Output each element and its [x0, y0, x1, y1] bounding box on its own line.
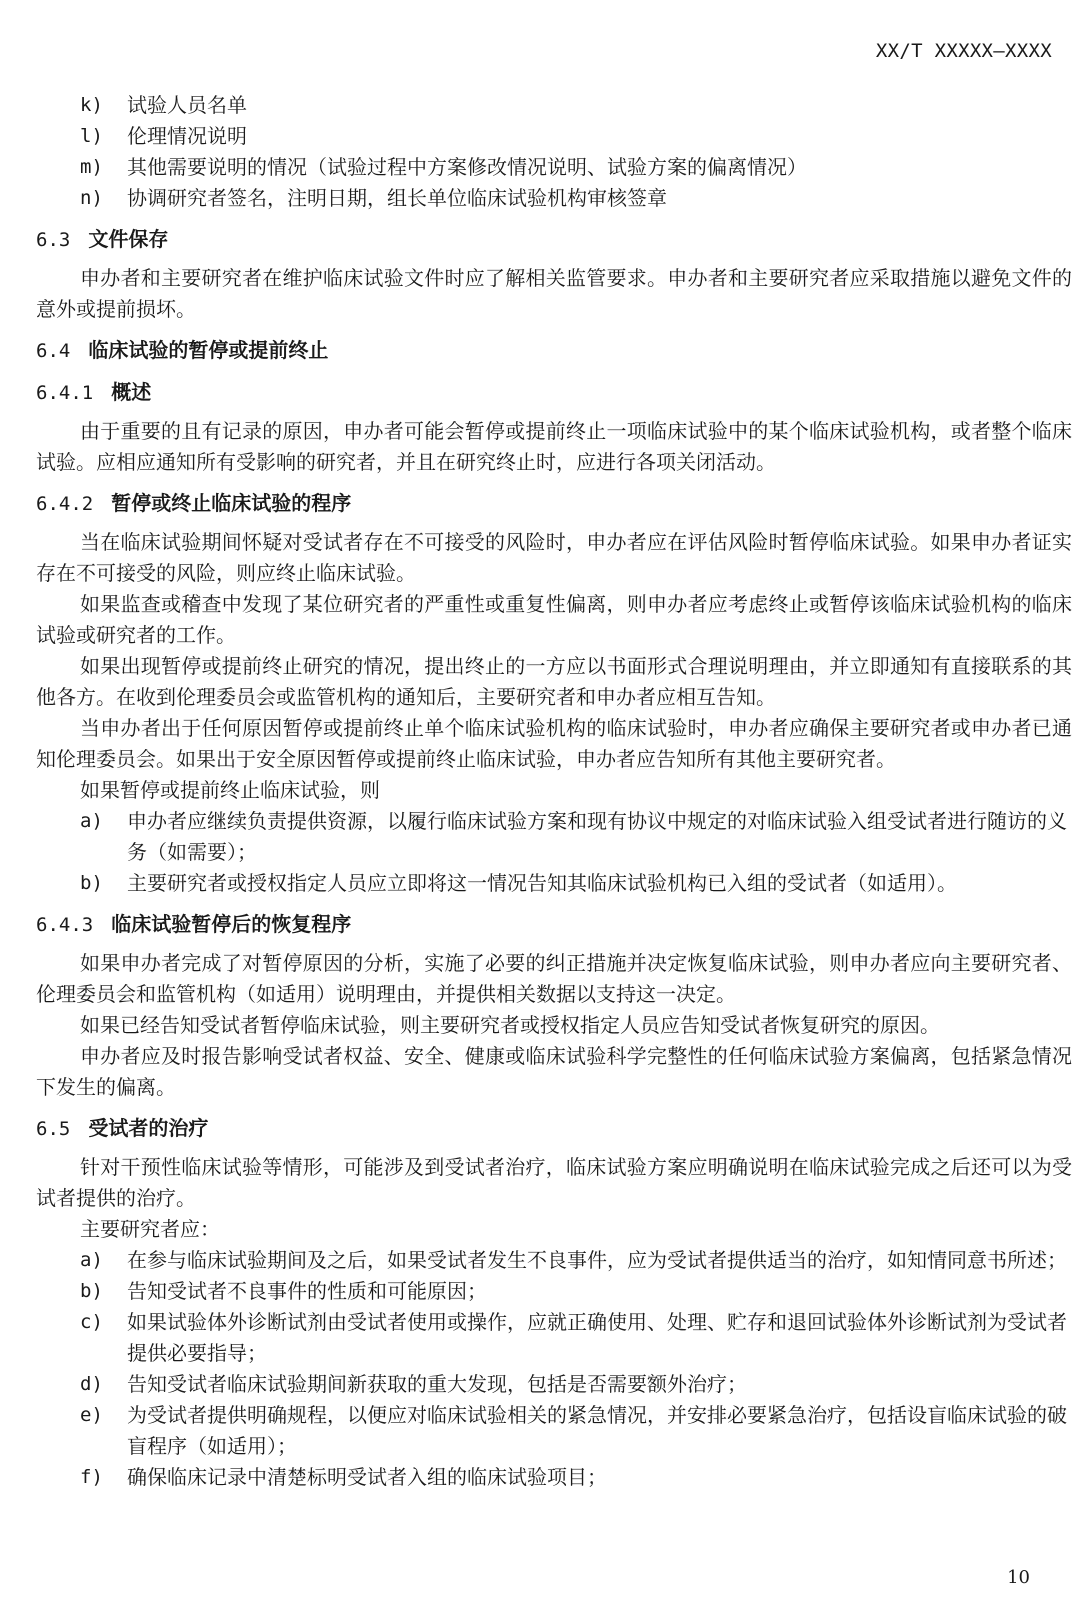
page-number: 10 [1007, 1567, 1030, 1588]
paragraph: 当在临床试验期间怀疑对受试者存在不可接受的风险时，申办者应在评估风险时暂停临床试验。如果申办者证实存在不可接受的风险，则应终止临床试验。 [36, 530, 1072, 585]
list-text: 主要研究者或授权指定人员应立即将这一情况告知其临床试验机构已入组的受试者（如适用）。 [127, 871, 957, 895]
section-heading-6-3 [36, 224, 1072, 256]
paragraph: 申办者和主要研究者在维护临床试验文件时应了解相关监管要求。申办者和主要研究者应采取措施以避免文件的意外或提前损坏。 [36, 266, 1072, 321]
section-number: 6.4 [36, 340, 71, 362]
paragraph: 如果监查或稽查中发现了某位研究者的严重性或重复性偏离，则申办者应考虑终止或暂停该临床试验机构的临床试验或研究者的工作。 [36, 592, 1072, 647]
list-text: 协调研究者签名，注明日期，组长单位临床试验机构审核签章 [127, 186, 667, 210]
section-heading-6-4 [36, 335, 1072, 367]
list-marker: f) [80, 1466, 103, 1488]
paragraph: 如果申办者完成了对暂停原因的分析，实施了必要的纠正措施并决定恢复临床试验，则申办者应向主要研究者、伦理委员会和监管机构（如适用）说明理由，并提供相关数据以支持这一决定。 [36, 951, 1072, 1006]
list-text: 伦理情况说明 [127, 124, 247, 148]
paragraph: 如果暂停或提前终止临床试验，则 [80, 778, 380, 802]
section-number: 6.4.1 [36, 382, 94, 404]
section-title: 临床试验暂停后的恢复程序 [111, 912, 352, 936]
paragraph: 如果已经告知受试者暂停临床试验，则主要研究者或授权指定人员应告知受试者恢复研究的原因。 [80, 1013, 940, 1037]
list-text: 如果试验体外诊断试剂由受试者使用或操作，应就正确使用、处理、贮存和退回试验体外诊断试剂为受试者提供必要指导； [127, 1310, 1067, 1365]
paragraph: 如果出现暂停或提前终止研究的情况，提出终止的一方应以书面形式合理说明理由，并立即通知有直接联系的其他各方。在收到伦理委员会或监管机构的通知后，主要研究者和申办者应相互告知。 [36, 654, 1072, 709]
list-marker: m) [80, 156, 103, 178]
list-marker: e) [80, 1404, 103, 1426]
list-marker: c) [80, 1311, 103, 1333]
standard-number: XX/T XXXXX—XXXX [875, 40, 1052, 62]
list-item [80, 1369, 1072, 1400]
list-text: 试验人员名单 [127, 93, 247, 117]
list-marker: a) [80, 810, 103, 832]
list-item [80, 152, 1072, 183]
list-item [80, 1462, 1072, 1493]
section-heading-6-5 [36, 1113, 1072, 1145]
list-text: 其他需要说明的情况（试验过程中方案修改情况说明、试验方案的偏离情况） [127, 155, 807, 179]
section-number: 6.4.3 [36, 914, 94, 936]
section-heading-6-4-3 [36, 909, 1072, 941]
paragraph: 主要研究者应： [80, 1217, 220, 1241]
section-heading-6-4-2 [36, 488, 1072, 520]
list-item [80, 90, 1072, 121]
list-item [80, 1245, 1072, 1276]
paragraph: 针对干预性临床试验等情形，可能涉及到受试者治疗，临床试验方案应明确说明在临床试验完成之后还可以为受试者提供的治疗。 [36, 1155, 1072, 1210]
list-text: 告知受试者不良事件的性质和可能原因； [127, 1279, 487, 1303]
list-item [80, 1276, 1072, 1307]
list-item [80, 806, 1072, 868]
paragraph: 当申办者出于任何原因暂停或提前终止单个临床试验机构的临床试验时，申办者应确保主要研究者或申办者已通知伦理委员会。如果出于安全原因暂停或提前终止临床试验，申办者应告知所有其他主要研究者。 [36, 716, 1072, 771]
section-title: 受试者的治疗 [88, 1116, 209, 1140]
section-number: 6.4.2 [36, 493, 94, 515]
list-text: 申办者应继续负责提供资源，以履行临床试验方案和现有协议中规定的对临床试验入组受试者进行随访的义务（如需要）； [127, 809, 1067, 864]
list-marker: k) [80, 94, 103, 116]
page-content [36, 90, 1072, 1493]
section-number: 6.3 [36, 229, 71, 251]
list-item [80, 1307, 1072, 1369]
list-text: 确保临床记录中清楚标明受试者入组的临床试验项目； [127, 1465, 607, 1489]
paragraph: 由于重要的且有记录的原因，申办者可能会暂停或提前终止一项临床试验中的某个临床试验机构，或者整个临床试验。应相应通知所有受影响的研究者，并且在研究终止时，应进行各项关闭活动。 [36, 419, 1072, 474]
list-item [80, 121, 1072, 152]
list-marker: l) [80, 125, 103, 147]
list-marker: b) [80, 1280, 103, 1302]
list-marker: b) [80, 872, 103, 894]
list-marker: n) [80, 187, 103, 209]
list-item [80, 1400, 1072, 1462]
list-text: 告知受试者临床试验期间新获取的重大发现，包括是否需要额外治疗； [127, 1372, 747, 1396]
section-title: 暂停或终止临床试验的程序 [111, 491, 352, 515]
section-title: 文件保存 [88, 227, 169, 251]
section-number: 6.5 [36, 1118, 71, 1140]
section-title: 概述 [111, 380, 152, 404]
section-title: 临床试验的暂停或提前终止 [88, 338, 329, 362]
paragraph: 申办者应及时报告影响受试者权益、安全、健康或临床试验科学完整性的任何临床试验方案偏离，包括紧急情况下发生的偏离。 [36, 1044, 1072, 1099]
section-heading-6-4-1 [36, 377, 1072, 409]
list-text: 为受试者提供明确规程，以便应对临床试验相关的紧急情况，并安排必要紧急治疗，包括设盲临床试验的破盲程序（如适用）； [127, 1403, 1067, 1458]
list-item [80, 868, 1072, 899]
list-marker: d) [80, 1373, 103, 1395]
list-marker: a) [80, 1249, 103, 1271]
list-item [80, 183, 1072, 214]
list-text: 在参与临床试验期间及之后，如果受试者发生不良事件，应为受试者提供适当的治疗，如知情同意书所述； [127, 1248, 1067, 1272]
